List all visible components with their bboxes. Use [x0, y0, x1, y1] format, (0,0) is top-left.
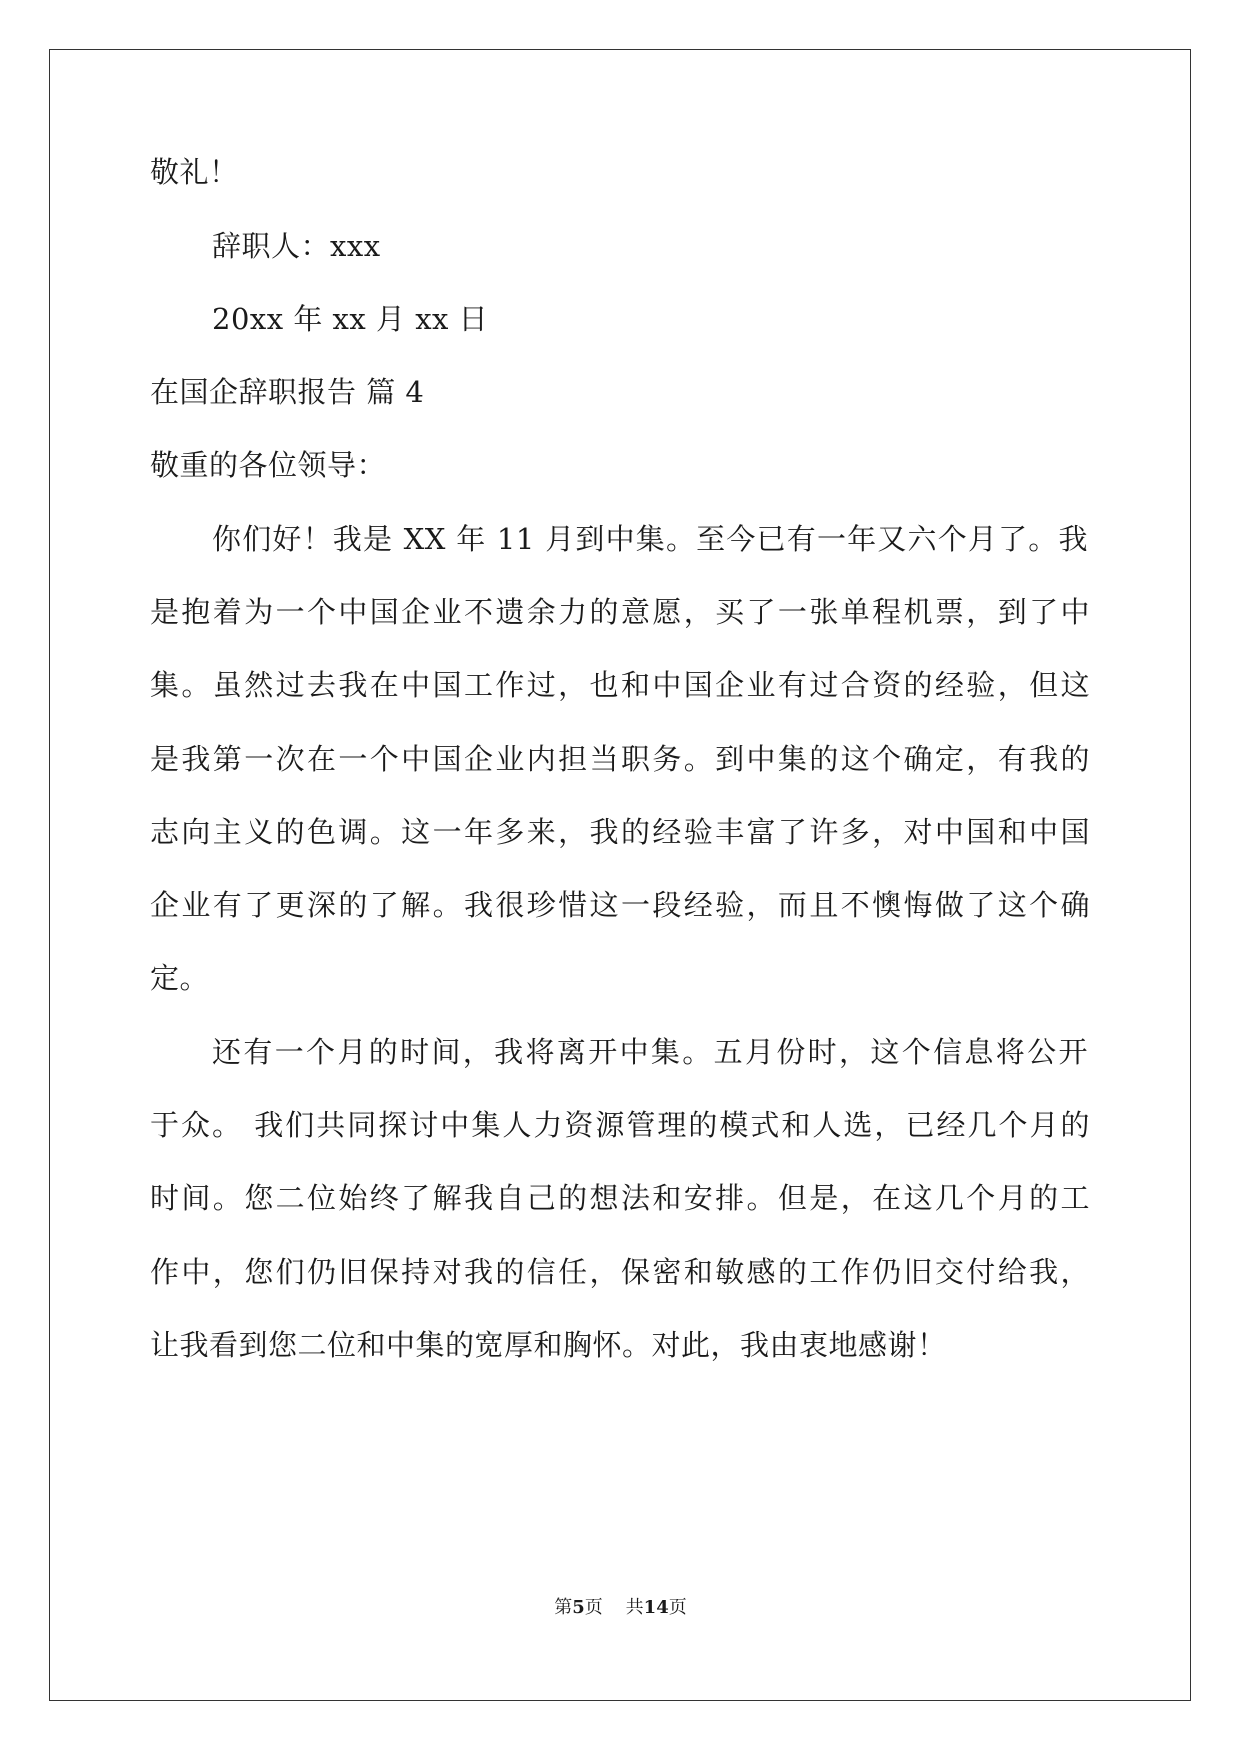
- greeting: 敬重的各位领导：: [150, 448, 387, 482]
- signature-date: 20xx 年 xx 月 xx 日: [212, 302, 489, 336]
- paragraph-2-line-1: 还有一个月的时间，我将离开中集。五月份时，这个信息将公开: [212, 1035, 1088, 1069]
- page-number: 5: [572, 1597, 585, 1618]
- page-prefix: 第: [554, 1597, 573, 1618]
- total-pages: 14: [643, 1597, 669, 1618]
- paragraph-1-line-1: 你们好！我是 XX 年 11 月到中集。至今已有一年又六个月了。我: [212, 522, 1088, 556]
- paragraph-1-line-6: 企业有了更深的了解。我很珍惜这一段经验，而且不懊悔做了这个确: [150, 888, 1090, 922]
- paragraph-2-line-4: 作中，您们仍旧保持对我的信任，保密和敏感的工作仍旧交付给我，: [150, 1255, 1090, 1289]
- section-heading: 在国企辞职报告 篇 4: [150, 375, 425, 409]
- signature-name: 辞职人：xxx: [212, 229, 381, 263]
- total-prefix: 共: [625, 1597, 644, 1618]
- paragraph-2-line-5: 让我看到您二位和中集的宽厚和胸怀。对此，我由衷地感谢！: [150, 1328, 947, 1362]
- page-border: [49, 49, 1191, 1701]
- paragraph-1-line-7: 定。: [150, 961, 210, 995]
- paragraph-1-line-3: 集。虽然过去我在中国工作过，也和中国企业有过合资的经验，但这: [150, 668, 1090, 702]
- paragraph-1-line-5: 志向主义的色调。这一年多来，我的经验丰富了许多，对中国和中国: [150, 815, 1090, 849]
- paragraph-1-line-2: 是抱着为一个中国企业不遗余力的意愿，买了一张单程机票，到了中: [150, 595, 1090, 629]
- paragraph-2-line-3: 时间。您二位始终了解我自己的想法和安排。但是，在这几个月的工: [150, 1181, 1090, 1215]
- total-suffix: 页: [668, 1597, 687, 1618]
- paragraph-2-line-2: 于众。 我们共同探讨中集人力资源管理的模式和人选，已经几个月的: [150, 1108, 1090, 1142]
- page-suffix: 页: [584, 1597, 603, 1618]
- paragraph-1-line-4: 是我第一次在一个中国企业内担当职务。到中集的这个确定，有我的: [150, 742, 1090, 776]
- closing-salutation: 敬礼！: [150, 155, 239, 189]
- page-footer: [0, 1596, 1241, 1620]
